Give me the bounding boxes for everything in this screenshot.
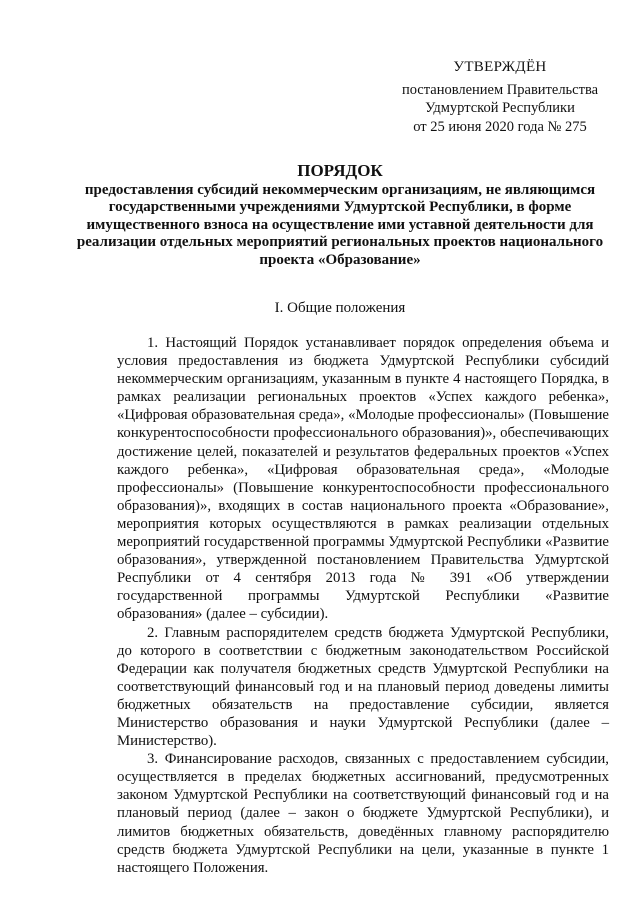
title-main: ПОРЯДОК bbox=[297, 161, 383, 180]
title-subtitle: предоставления субсидий некоммерческим организациям, не являющимся государственными учреждениями Удмуртской Республики, в форме имущественного взноса на осуществление ими уставной деятельности для реализации отдельных мероприятий региональных проектов национального проекта «Образование» bbox=[76, 181, 604, 268]
approval-line-1: постановлением Правительства bbox=[401, 81, 599, 98]
approval-line-3: от 25 июня 2020 года № 275 bbox=[413, 118, 587, 135]
section-heading: I. Общие положения bbox=[274, 300, 406, 316]
paragraph-1: 1. Настоящий Порядок устанавливает порядок определения объема и условия предоставления из бюджета Удмуртской Республики субсидий некоммерческим организациям, указанным в пункте 4 настоящего Порядка, в рамках реализации региональных проектов «Успех каждого ребенка», «Цифровая образовательная среда», «Молодые профессионалы» (Повышение конкурентоспособности профессионального образования)», обеспечивающих достижение целей, показателей и результатов федеральных проектов «Успех каждого ребенка», «Цифровая образовательная среда», «Молодые профессионалы» (Повышение конкурентоспособности профессионального образования)», входящих в состав национального проекта «Образование», мероприятия которых осуществляются в рамках реализации отдельных мероприятий государственной программы Удмуртской Республики «Развитие образования», утвержденной постановлением Правительства Удмуртской Республики от 4 сентября 2013 года № 391 «Об утверждении государственной программы Удмуртской Республики «Развитие образования» (далее – субсидии). bbox=[117, 335, 609, 623]
approval-stamp: УТВЕРЖДЁН bbox=[453, 59, 547, 75]
paragraph-2: 2. Главным распорядителем средств бюджета Удмуртской Республики, до которого в соответствии с бюджетным законодательством Российской Федерации как получателя бюджетных средств Удмуртской Республики на соответствующий финансовый год и на плановый период доведены лимиты бюджетных обязательств на предоставление субсидии, является Министерство образования и науки Удмуртской Республики (далее – Министерство). bbox=[117, 624, 609, 750]
document-title bbox=[60, 162, 620, 269]
approval-block bbox=[380, 58, 620, 136]
paragraph-3: 3. Финансирование расходов, связанных с предоставлением субсидии, осуществляется в пределах бюджетных ассигнований, предусмотренных законом Удмуртской Республики на соответствующий финансовый год и на плановый период (далее – закон о бюджете Удмуртской Республики), и лимитов бюджетных обязательств, доведённых главному распорядителю средств бюджета Удмуртской Республики на цели, указанные в пункте 1 настоящего Положения. bbox=[117, 751, 609, 876]
approval-line-2: Удмуртской Республики bbox=[425, 100, 575, 116]
document-body bbox=[117, 334, 609, 877]
